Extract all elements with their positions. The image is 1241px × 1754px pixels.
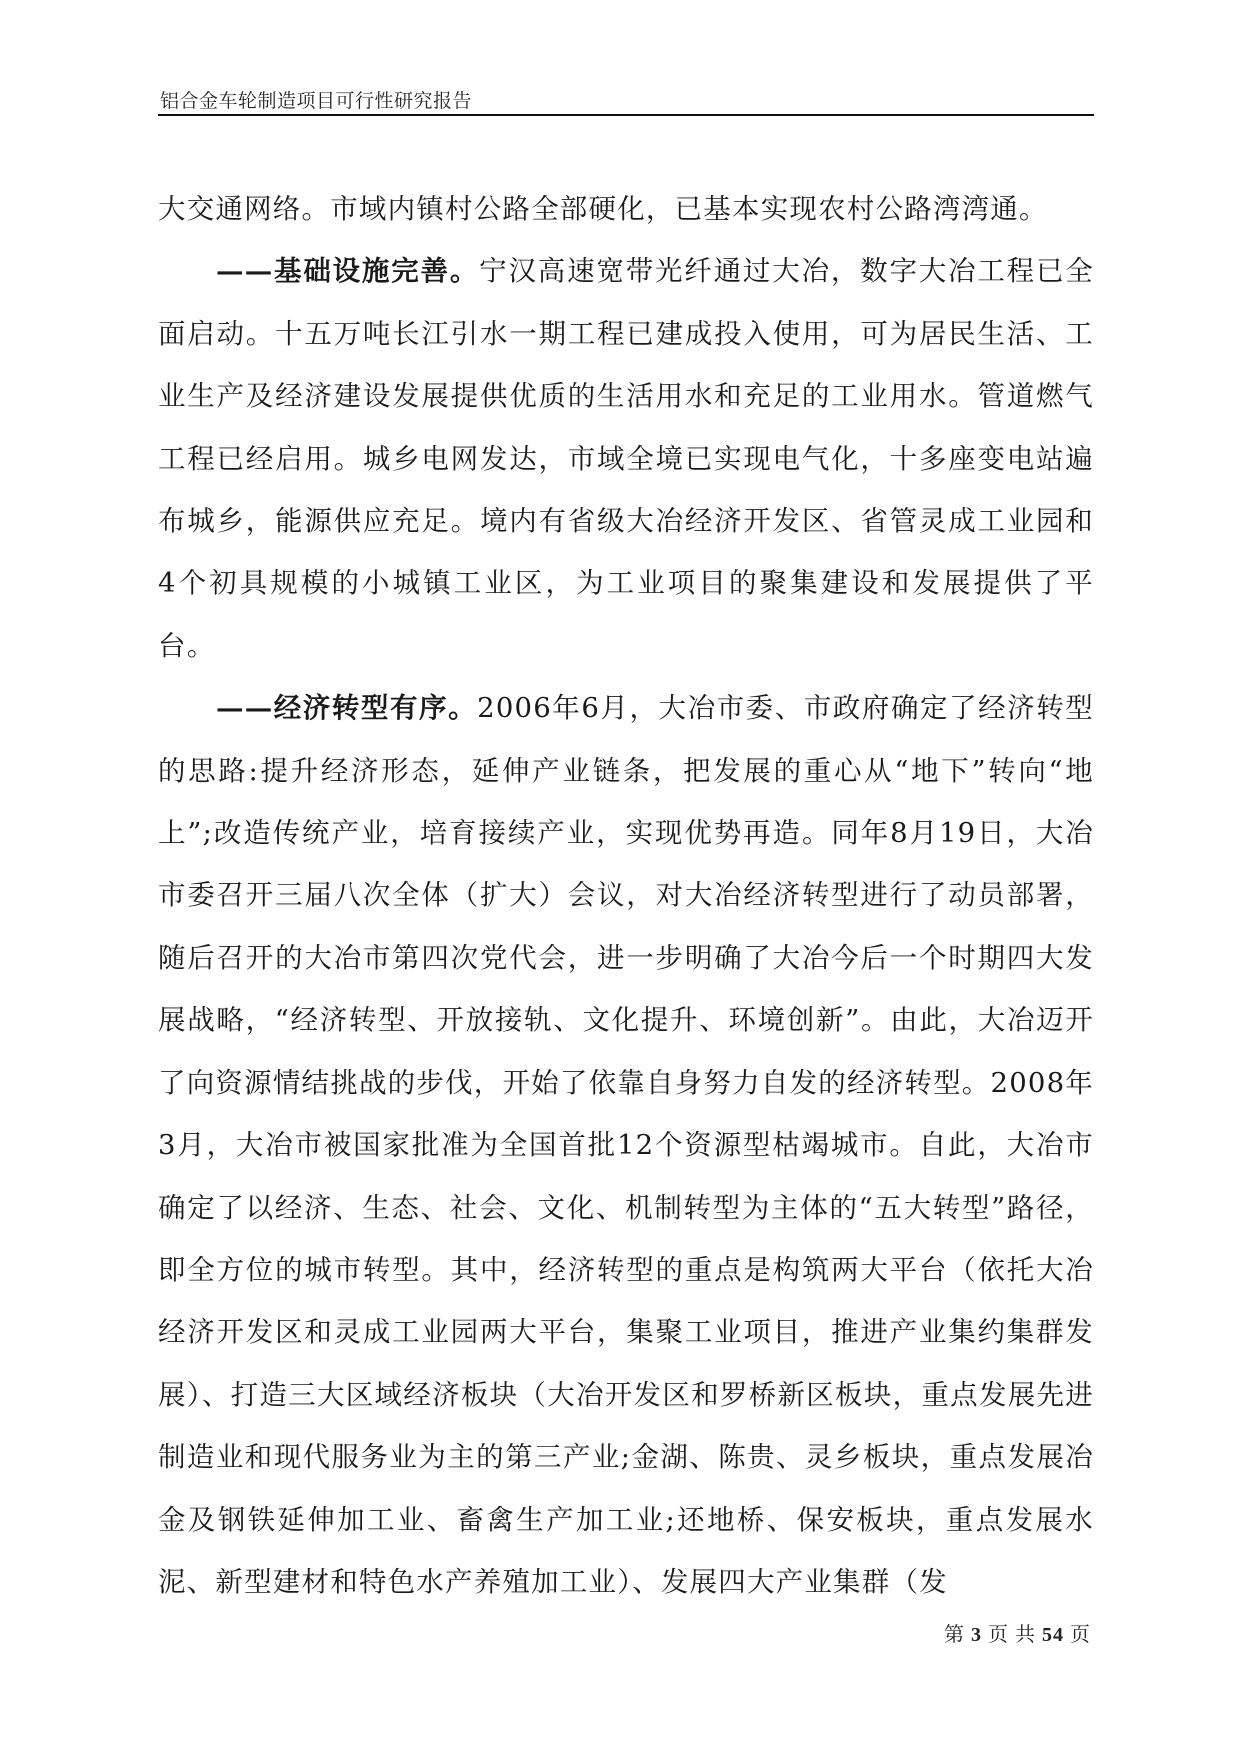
paragraph-text: 2006年6月，大冶市委、市政府确定了经济转型的思路:提升经济形态，延伸产业链条，把发展的重心从“地下”转向“地上”;改造传统产业，培育接续产业，实现优势再造。同年8月19日，大冶市委召开三届八次全体（扩大）会议，对大冶经济转型进行了动员部署，随后召开的大冶市第四次党代会，进一步明确了大冶今后一个时期四大发展战略，“经济转型、开放接轨、文化提升、环境创新”。由此，大冶迈开了向资源情结挑战的步伐，开始了依靠自身努力自发的经济转型。2008年3月，大冶市被国家批准为全国首批12个资源型枯竭城市。自此，大冶市确定了以经济、生态、社会、文化、机制转型为主体的“五大转型”路径，即全方位的城市转型。其中，经济转型的重点是构筑两大平台（依托大冶经济开发区和灵成工业园两大平台，集聚工业项目，推进产业集约集群发展）、打造三大区域经济板块（大冶开发区和罗桥新区板块，重点发展先进制造业和现代服务业为主的第三产业;金湖、陈贵、灵乡板块，重点发展冶金及钢铁延伸加工业、畜禽生产加工业;还地桥、保安板块，重点发展水泥、新型建材和特色水产养殖加工业）、发展四大产业集群（发 [158,692,1094,1598]
footer-prefix: 第 [944,1624,965,1646]
current-page-number: 3 [971,1624,982,1646]
paragraph-infrastructure [158,240,1094,677]
page-number-footer [944,1618,1091,1647]
paragraph-continuation: 大交通网络。市域内镇村公路全部硬化，已基本实现农村公路湾湾通。 [158,193,1048,225]
body-content [158,178,1094,1613]
paragraph-economic-transition [158,677,1094,1613]
paragraph-text: 宁汉高速宽带光纤通过大冶，数字大冶工程已全面启动。十五万吨长江引水一期工程已建成投入使用，可为居民生活、工业生产及经济建设发展提供优质的生活用水和充足的工业用水。管道燃气工程已经启用。城乡电网发达，市域全境已实现电气化，十多座变电站遍布城乡，能源供应充足。境内有省级大冶经济开发区、省管灵成工业园和4个初具规模的小城镇工业区，为工业项目的聚集建设和发展提供了平台。 [158,255,1094,662]
paragraph-lead-heading: ——经济转型有序。 [216,692,478,725]
total-page-count: 54 [1042,1624,1064,1646]
running-header: 铝合金车轮制造项目可行性研究报告 [160,90,473,112]
paragraph-lead-heading: ——基础设施完善。 [216,255,480,288]
header-divider [158,114,1094,116]
footer-middle: 页 共 [988,1624,1036,1646]
footer-suffix: 页 [1070,1624,1091,1646]
